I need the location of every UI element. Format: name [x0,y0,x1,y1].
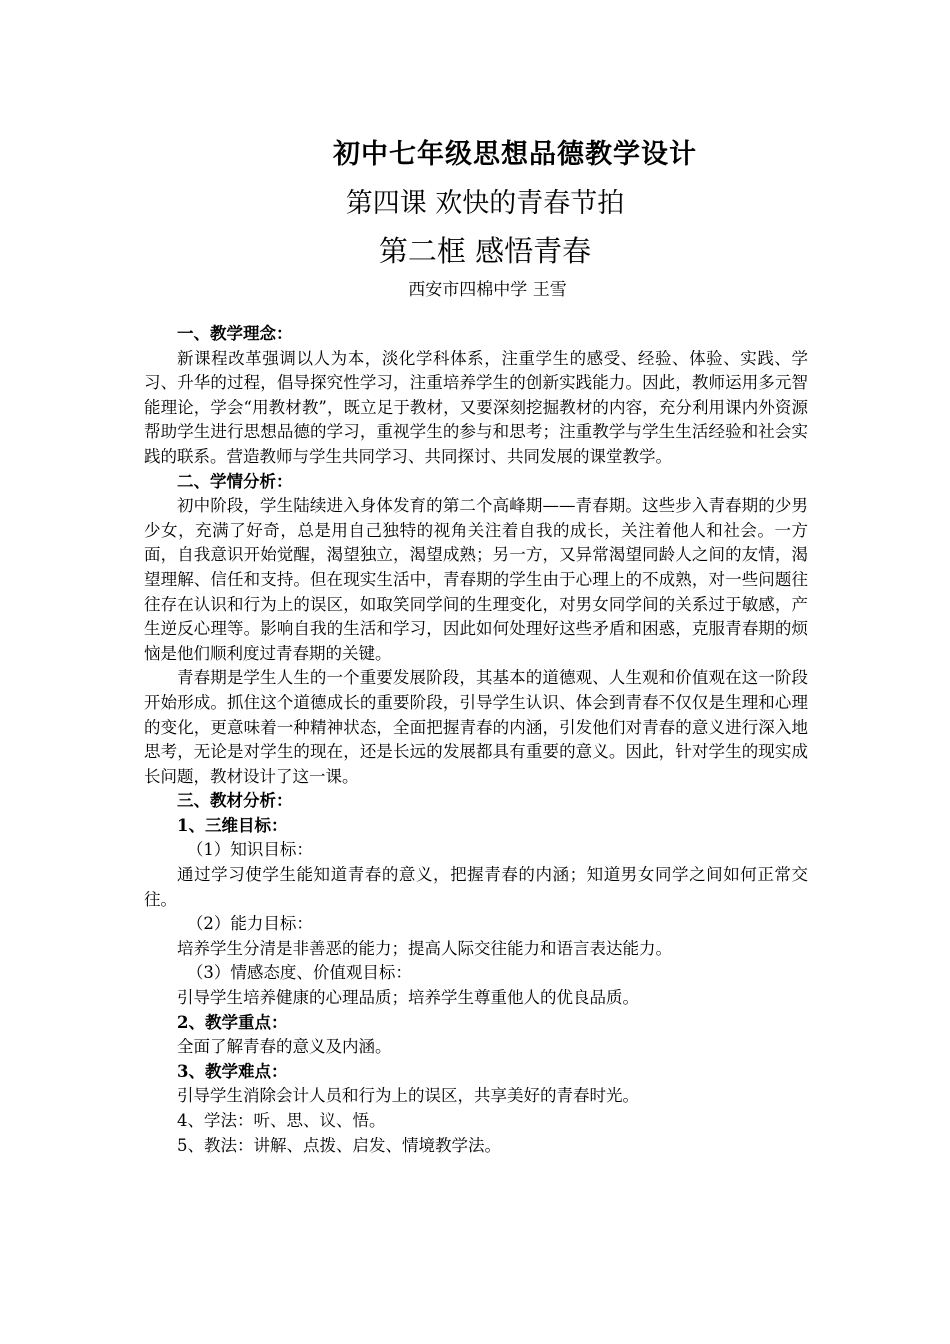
paragraph: 青春期是学生人生的一个重要发展阶段，其基本的道德观、人生观和价值观在这一阶段开始形成。抓住这个道德成长的重要阶段，引导学生认识、体会到青春不仅仅是生理和心理的变化，更意味着一种精神状态，全面把握青春的内涵，引发他们对青春的意义进行深入地思考，无论是对学生的现在，还是长远的发展都具有重要的意义。因此，针对学生的现实成长问题，教材设计了这一课。 [144,668,808,786]
teaching-methods: 5、教法：讲解、点拨、启发、情境教学法。 [177,1135,501,1155]
goal-ability-text: 培养学生分清是非善恶的能力；提高人际交往能力和语言表达能力。 [177,938,672,958]
section-heading-material-analysis: 三、教材分析： [177,791,293,811]
section-heading-student-analysis: 二、学情分析： [177,471,293,491]
lesson-title: 第四课 欢快的青春节拍 [345,188,625,219]
author-line: 西安市四棉中学 王雪 [408,280,567,300]
goal-knowledge-label: （1）知识目标： [186,840,313,860]
goal-ability-label: （2）能力目标： [186,914,313,934]
subsection-heading-key-points: 2、教学重点： [177,1012,288,1032]
main-title: 初中七年级思想品德教学设计 [333,139,697,170]
goal-emotion-label: （3）情感态度、价值观目标： [186,963,412,983]
learning-methods: 4、学法：听、思、议、悟。 [177,1111,386,1130]
frame-title: 第二框 感悟青春 [378,234,592,268]
section-heading-philosophy: 一、教学理念： [177,324,293,343]
goal-emotion-text: 引导学生培养健康的心理品质；培养学生尊重他人的优良品质。 [177,988,639,1008]
document-body [144,322,808,1158]
subsection-heading-difficulties: 3、教学难点： [177,1061,288,1081]
paragraph: 初中阶段，学生陆续进入身体发育的第二个高峰期——青春期。这些步入青春期的少男少女，充满了好奇，总是用自己独特的视角关注着自我的成长，关注着他人和社会。一方面，自我意识开始觉醒，渴望独立，渴望成熟；另一方，又异常渴望同龄人之间的友情，渴望理解、信任和支持。但在现实生活中，青春期的学生由于心理上的不成熟，对一些问题往往存在认识和行为上的误区，如取笑同学间的生理变化，对男女同学间的关系过于敏感，产生逆反心理等。影响自我的生活和学习，因此如何处理好这些矛盾和困惑，克服青春期的烦恼是他们顺利度过青春期的关键。 [144,496,808,663]
goal-knowledge-text: 通过学习使学生能知道青春的意义，把握青春的内涵；知道男女同学之间如何正常交往。 [144,865,808,909]
key-points-text: 全面了解青春的意义及内涵。 [177,1037,392,1057]
difficulties-text: 引导学生消除会计人员和行为上的误区，共享美好的青春时光。 [177,1086,639,1106]
paragraph: 新课程改革强调以人为本，淡化学科体系，注重学生的感受、经验、体验、实践、学习、升华的过程，倡导探究性学习，注重培养学生的创新实践能力。因此，教师运用多元智能理论，学会“用教材教”，既立足于教材，又要深刻挖掘教材的内容，充分利用课内外资源帮助学生进行思想品德的学习，重视学生的参与和思考；注重教学与学生生活经验和社会实践的联系。营造教师与学生共同学习、共同探讨、共同发展的课堂教学。 [144,348,808,466]
subsection-heading-goals: 1、三维目标： [177,815,288,835]
